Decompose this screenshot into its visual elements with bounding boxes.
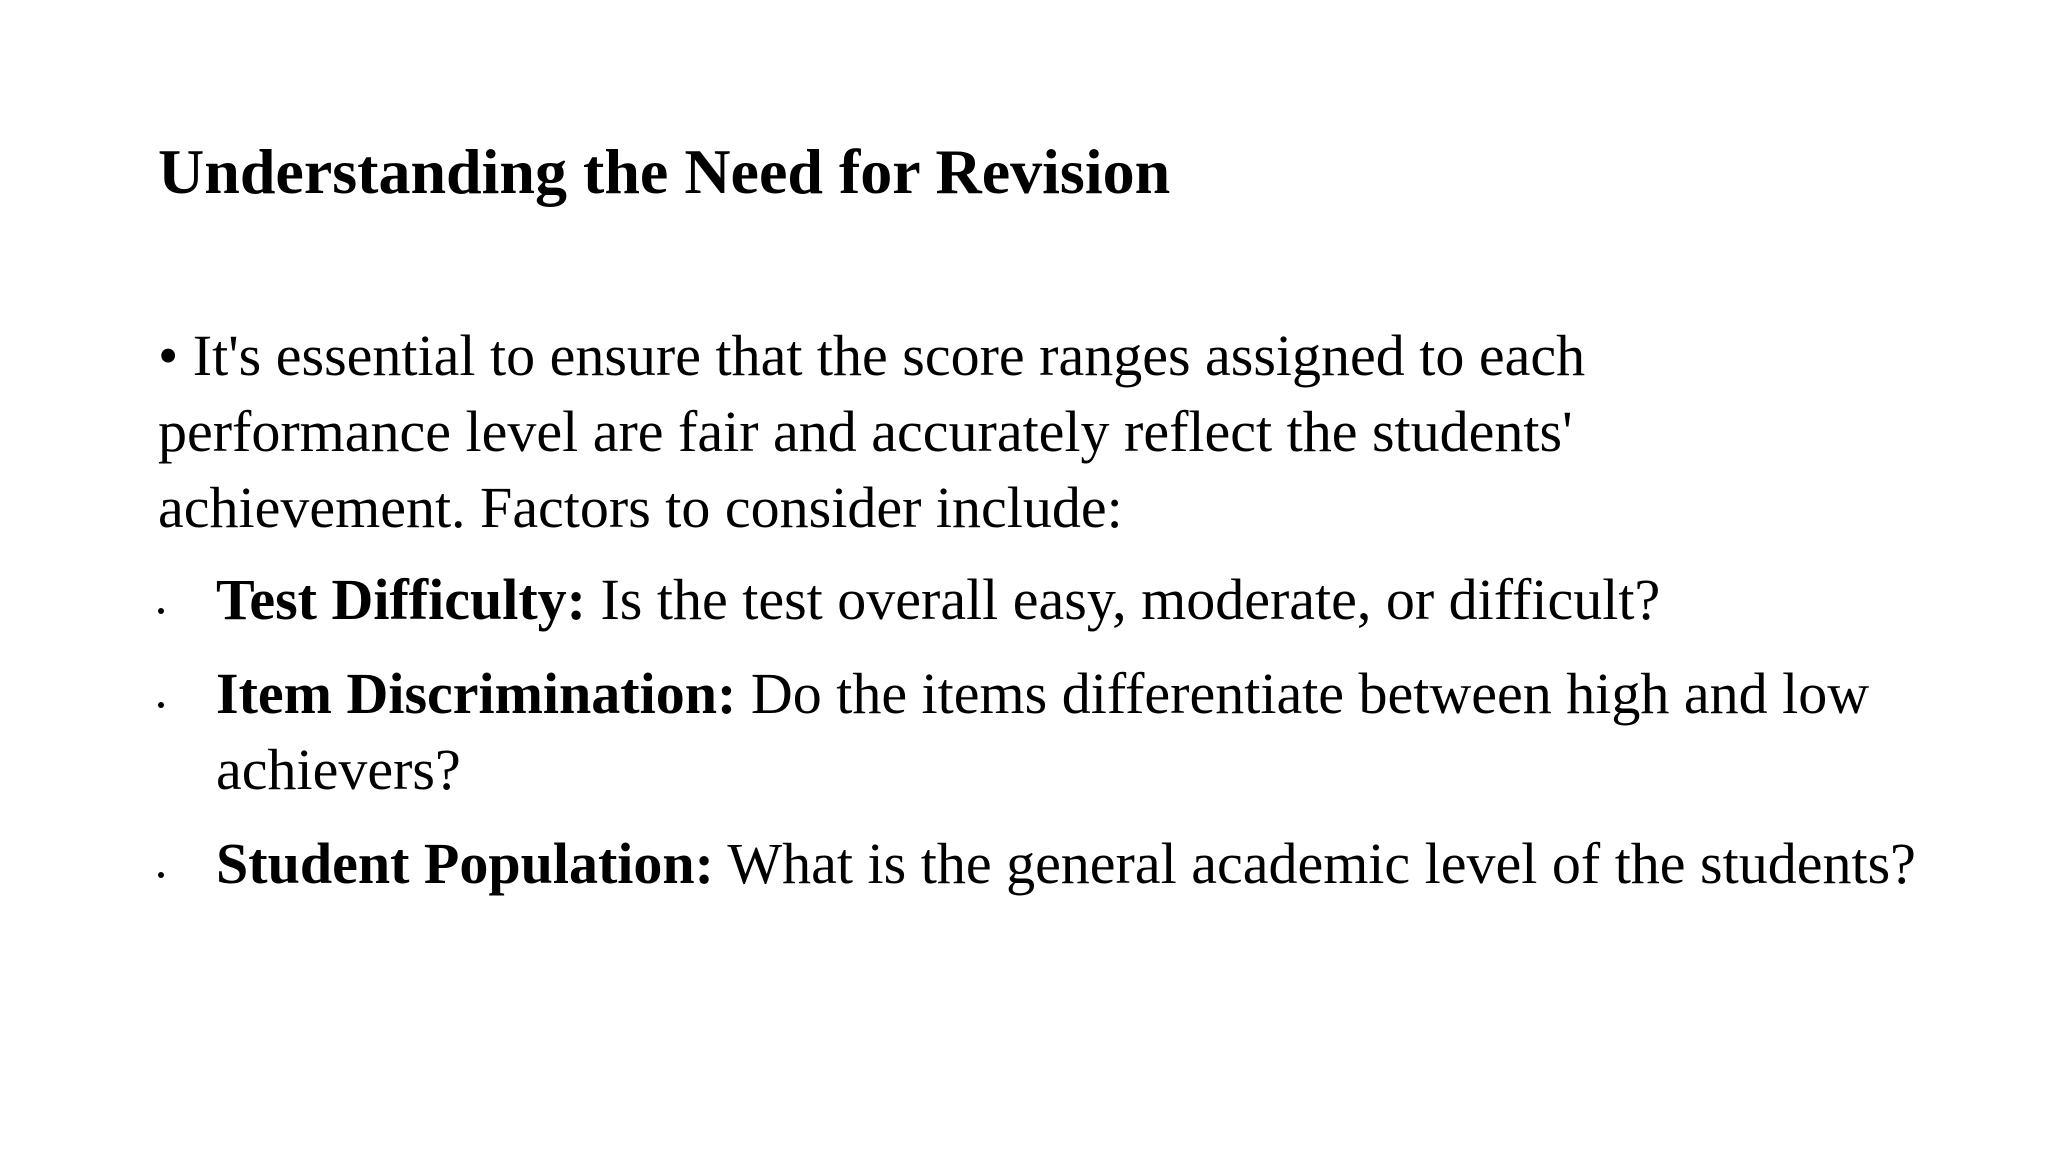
list-item-text: What is the general academic level of the students? <box>713 831 1916 896</box>
list-item <box>158 562 1918 638</box>
bullet-dot-icon <box>158 562 178 638</box>
list-item-term: Test Difficulty: <box>216 567 586 632</box>
factor-list <box>158 562 1918 920</box>
list-item-term: Item Discrimination: <box>216 661 737 726</box>
slide-title: Understanding the Need for Revision <box>158 136 1171 207</box>
bullet-dot-icon <box>158 656 178 732</box>
list-item <box>158 656 1918 808</box>
list-item-text: Is the test overall easy, moderate, or difficult? <box>585 567 1661 632</box>
intro-paragraph: • It's essential to ensure that the score ranges assigned to each performance level are fair and accurately reflect the students' achievement. Factors to consider include: <box>158 323 1586 540</box>
list-item-text: Do the items differentiate between high and low achievers? <box>216 661 1870 802</box>
list-item-term: Student Population: <box>216 831 714 896</box>
list-item <box>158 826 1918 902</box>
bullet-dot-icon <box>158 826 178 902</box>
